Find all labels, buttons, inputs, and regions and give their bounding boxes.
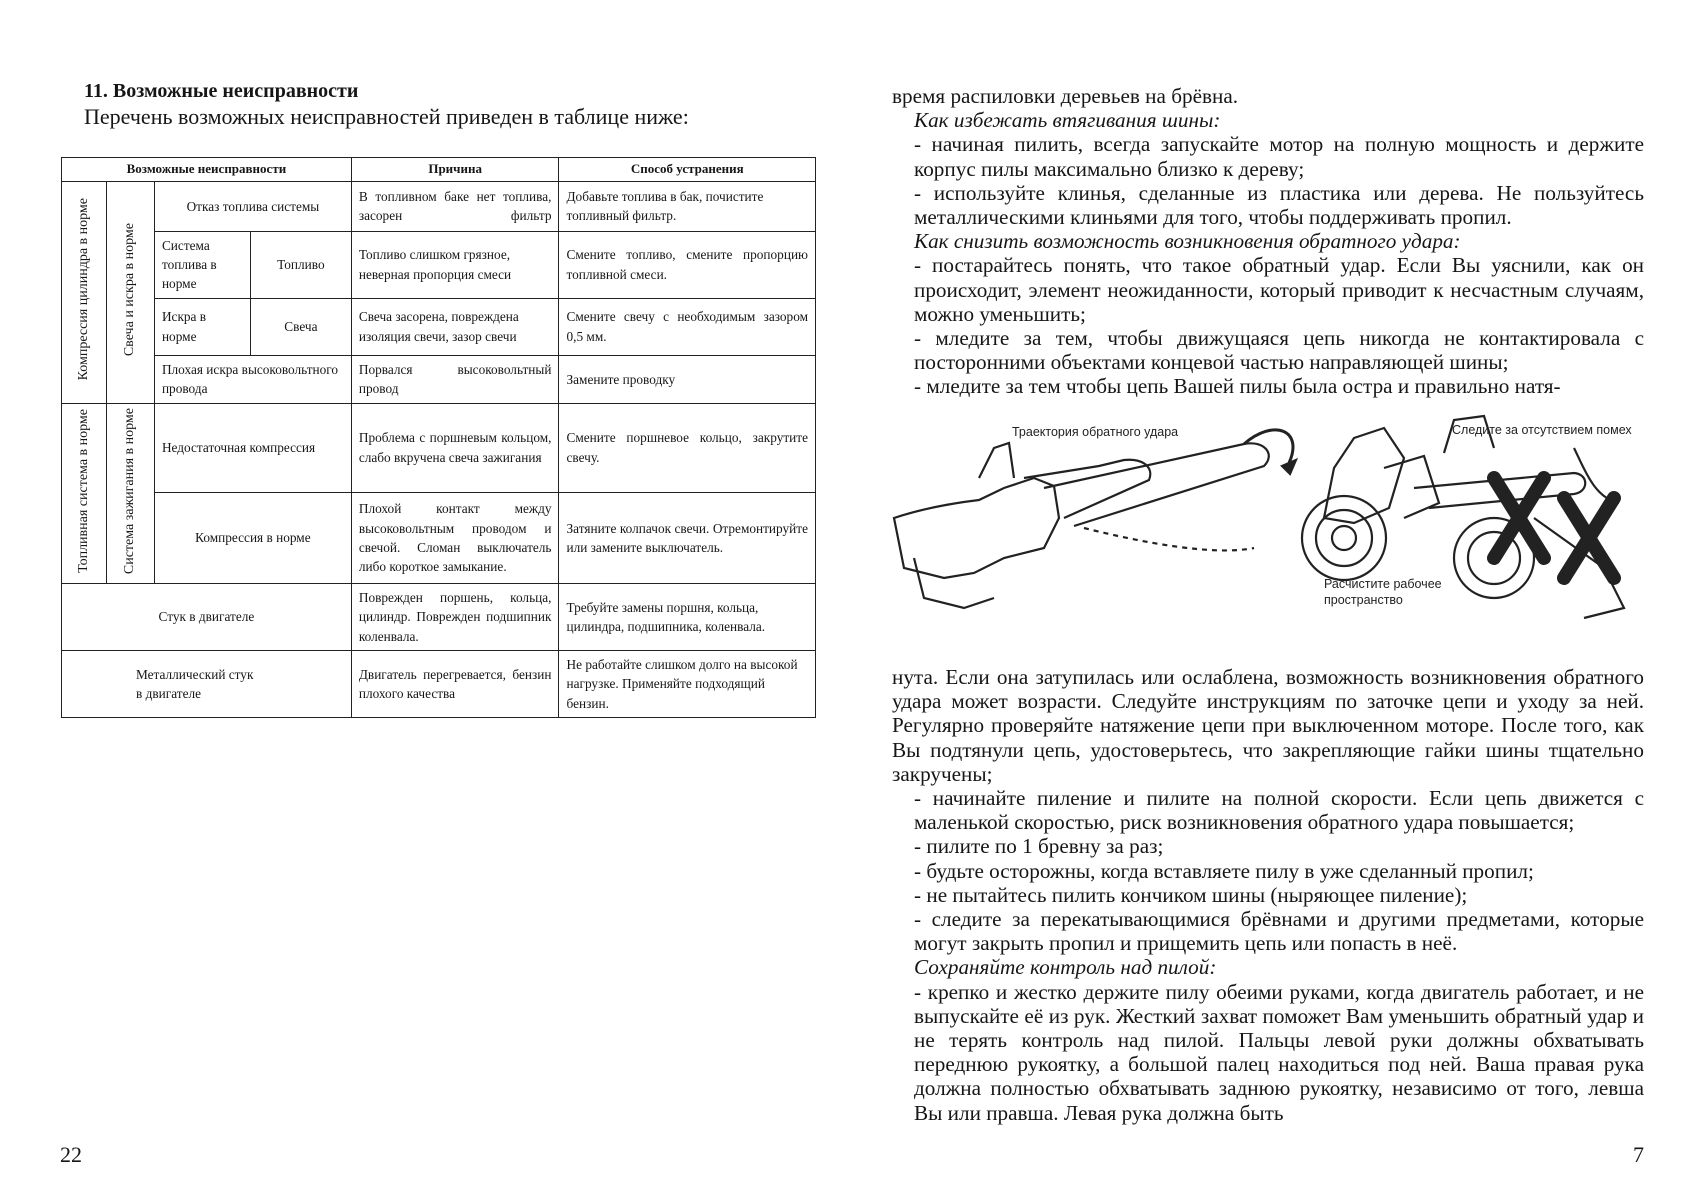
sub-cell: Топливо (250, 231, 351, 298)
figure-label-clear-area: Расчистите рабочее пространство (1324, 577, 1442, 607)
cause-cell: Плохой контакт между высоковольтным проводом и свечой. Сломан выключатель либо короткое замыкание. (351, 492, 559, 583)
table-row (62, 181, 816, 231)
text-paragraph: - используйте клинья, сделанные из пластика или дерева. Не пользуйтесь металлическими клиньями для того, чтобы поддерживать пропил. (914, 180, 1644, 230)
group-label: Свеча и искра в норме (106, 181, 154, 403)
section-subtitle: Перечень возможных неисправностей приведен в таблице ниже: (84, 104, 689, 129)
fault-cell: Компрессия в норме (154, 492, 351, 583)
page-number: 22 (60, 1142, 82, 1167)
table-header-row (62, 158, 816, 182)
table-row (62, 231, 816, 298)
text-paragraph: - будьте осторожны, когда вставляете пилу в уже сделанный пропил; (914, 858, 1534, 883)
table-row (62, 584, 816, 651)
cause-cell: В топливном баке нет топлива, засорен фильтр (351, 181, 559, 231)
section-title: 11. Возможные неисправности (84, 80, 359, 102)
fix-cell: Замените проводку (559, 355, 816, 403)
table-header: Способ устранения (559, 158, 816, 182)
text-paragraph: - мледите за тем, чтобы движущаяся цепь никогда не контактировала с посторонними объектами концевой частью направляющей шины; (914, 326, 1644, 375)
faults-table (61, 157, 816, 718)
sub-cell: Свеча (250, 298, 351, 355)
text-paragraph: - пилите по 1 бревну за раз; (914, 834, 1164, 859)
kickback-illustration (884, 408, 1654, 638)
cause-cell: Свеча засорена, повреждена изоляция свечи, зазор свечи (351, 298, 559, 355)
text-paragraph: - не пытайтесь пилить кончиком шины (ныряющее пиление); (914, 882, 1468, 907)
text-paragraph: - начинайте пиление и пилите на полной скорости. Если цепь движется с маленькой скоростью, риск возникновения обратного удара повышается; (914, 786, 1644, 835)
group-label: Система зажигания в норме (106, 403, 154, 583)
text-paragraph: - начиная пилить, всегда запускайте мотор на полную мощность и держите корпус пилы максимально близко к дереву; (914, 132, 1644, 181)
text-paragraph: - мледите за тем чтобы цепь Вашей пилы была остра и правильно натя- (914, 374, 1561, 399)
fix-cell: Затяните колпачок свечи. Отремонтируйте или замените выключатель. (559, 492, 816, 583)
italic-heading: Как снизить возможность возникновения обратного удара: (914, 229, 1461, 254)
table-header: Причина (351, 158, 559, 182)
fix-cell: Требуйте замены поршня, кольца, цилиндра, подшипника, коленвала. (559, 584, 816, 651)
fault-cell: Искра в норме (154, 298, 250, 355)
text-paragraph: - постарайтесь понять, что такое обратный удар. Если Вы уяснили, как он происходит, элемент неожиданности, который приводит к несчастным случаям, можно уменьшить; (914, 253, 1644, 326)
group-label: Топливная система в норме (62, 403, 107, 583)
figure-label-obstacles: Следите за отсутствием помех (1452, 423, 1632, 437)
text-paragraph: время распиловки деревьев на брёвна. (892, 84, 1239, 108)
group-label: Компрессия цилиндра в норме (62, 181, 107, 403)
fix-cell: Смените поршневое кольцо, закрутите свечу. (559, 403, 816, 492)
page-number: 7 (1633, 1142, 1644, 1167)
top-text (892, 84, 1644, 399)
cause-cell: Поврежден поршень, кольца, цилиндр. Поврежден подшипник коленвала. (351, 584, 559, 651)
table-row (62, 298, 816, 355)
fix-cell: Не работайте слишком долго на высокой нагрузке. Применяйте подходящий бензин. (559, 651, 816, 718)
cause-cell: Проблема с поршневым кольцом, слабо вкручена свеча зажигания (351, 403, 559, 492)
fix-cell: Смените свечу с необходимым зазором 0,5 мм. (559, 298, 816, 355)
fault-cell: Система топлива в норме (154, 231, 250, 298)
fault-cell: Отказ топлива системы (154, 181, 351, 231)
right-page (842, 0, 1684, 1190)
italic-heading: Как избежать втягивания шины: (914, 108, 1221, 133)
fault-cell: Металлический стук в двигателе (62, 651, 352, 718)
table-header: Возможные неисправности (62, 158, 352, 182)
fault-cell: Плохая искра высоковольтного провода (154, 355, 351, 403)
cause-cell: Топливо слишком грязное, неверная пропорция смеси (351, 231, 559, 298)
table-row (62, 355, 816, 403)
text-paragraph: - крепко и жестко держите пилу обеими руками, когда двигатель работает, и не выпускайте её из рук. Жесткий захват поможет Вам уменьшить обратный удар и не терять контроль над пилой. Пальцы левой руки должны обхватывать переднюю рукоятку, а большой палец находиться под ней. Ваша правая рука должна полностью обхватывать заднюю рукоятку, независимо от того, левша Вы или правша. Левая рука должна быть (914, 979, 1644, 1125)
cause-cell: Порвался высоковольтный провод (351, 355, 559, 403)
table-row (62, 403, 816, 492)
fault-cell: Недостаточная компрессия (154, 403, 351, 492)
table-row (62, 492, 816, 583)
text-paragraph: - следите за перекатывающимися брёвнами и другими предметами, которые могут закрыть пропил и прищемить цепь или попасть в неё. (914, 907, 1644, 956)
fault-cell: Стук в двигателе (62, 584, 352, 651)
chainsaw-kickback-drawing (894, 430, 1386, 608)
table-row (62, 651, 816, 718)
figure-label-kickback: Траектория обратного удара (1012, 425, 1179, 439)
fix-cell: Добавьте топлива в бак, почистите топливный фильтр. (559, 181, 816, 231)
text-paragraph: нута. Если она затупилась или ослаблена, возможность возникновения обратного удара может возрасти. Следуйте инструкциям по заточке цепи и уходу за ней. Регулярно проверяйте натяжение цепи при выключенном моторе. После того, как Вы подтянули цепь, удостоверьтесь, что закрепляющие гайки шины тщательно закручены; (892, 665, 1644, 786)
fix-cell: Смените топливо, смените пропорцию топливной смеси. (559, 231, 816, 298)
bottom-text (892, 665, 1644, 1125)
italic-heading: Сохраняйте контроль над пилой: (914, 955, 1217, 980)
cause-cell: Двигатель перегревается, бензин плохого качества (351, 651, 559, 718)
